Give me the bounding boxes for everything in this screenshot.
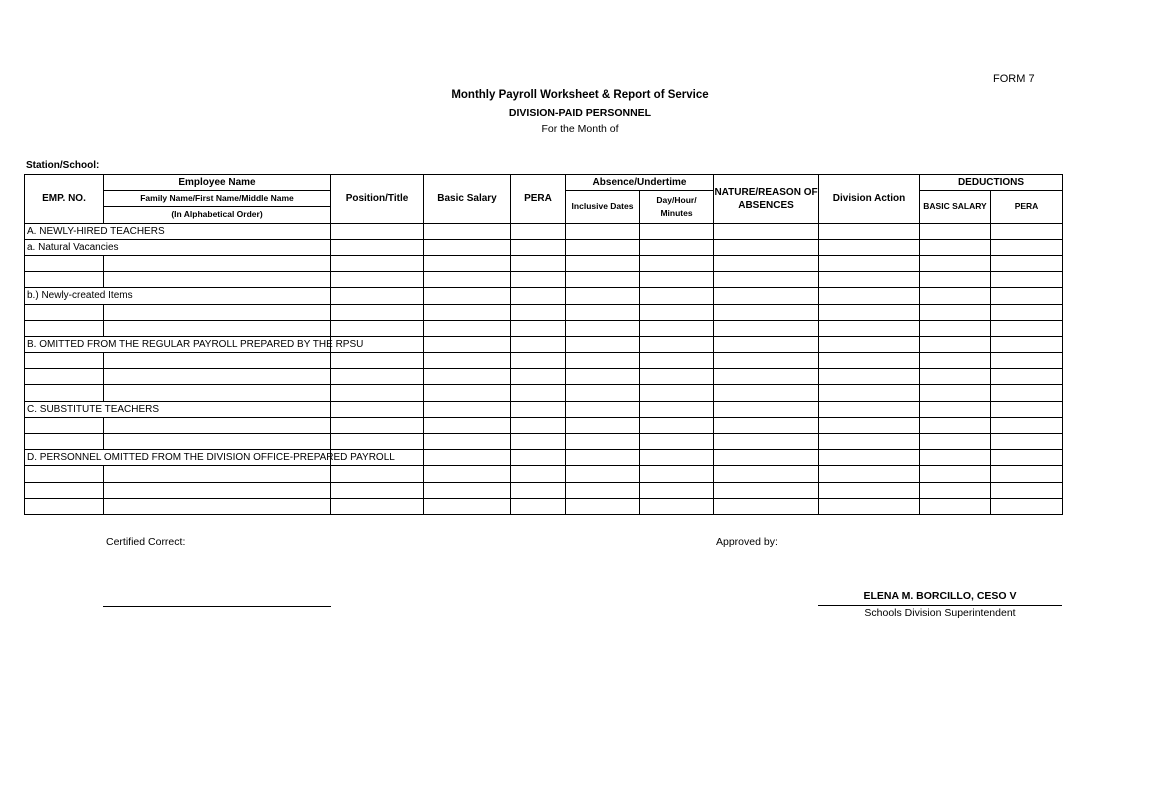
table-row — [25, 369, 1063, 385]
table-cell — [331, 482, 424, 498]
table-cell — [640, 336, 714, 352]
table-cell — [511, 353, 566, 369]
table-cell — [640, 401, 714, 417]
table-cell — [566, 385, 640, 401]
header-absence: Absence/Undertime — [566, 175, 714, 191]
table-cell — [920, 320, 991, 336]
table-cell — [991, 223, 1063, 239]
table-row — [25, 385, 1063, 401]
table-cell — [424, 239, 511, 255]
table-cell — [331, 401, 424, 417]
header-basic-salary: Basic Salary — [424, 175, 511, 224]
approver-signature-line — [818, 605, 1062, 606]
table-cell — [819, 336, 920, 352]
table-cell — [566, 320, 640, 336]
table-cell — [511, 498, 566, 514]
table-cell — [25, 353, 104, 369]
section-row — [25, 223, 1063, 239]
table-cell — [104, 482, 331, 498]
table-cell — [640, 255, 714, 271]
table-cell — [640, 450, 714, 466]
table-cell — [714, 320, 819, 336]
table-row — [25, 466, 1063, 482]
table-cell — [566, 369, 640, 385]
table-cell — [511, 239, 566, 255]
table-cell — [424, 482, 511, 498]
table-cell — [331, 272, 424, 288]
table-body — [25, 223, 1063, 514]
table-cell — [331, 320, 424, 336]
table-cell — [424, 401, 511, 417]
certifier-signature-line — [103, 606, 331, 607]
table-cell — [714, 369, 819, 385]
table-cell — [640, 304, 714, 320]
table-cell — [640, 288, 714, 304]
header-deductions: DEDUCTIONS — [920, 175, 1063, 191]
table-cell — [991, 369, 1063, 385]
table-cell — [511, 450, 566, 466]
table-row — [25, 272, 1063, 288]
table-cell — [566, 482, 640, 498]
section-row — [25, 401, 1063, 417]
section-label: C. SUBSTITUTE TEACHERS — [25, 401, 331, 417]
certified-correct-label: Certified Correct: — [106, 536, 186, 548]
header-division-action: Division Action — [819, 175, 920, 224]
table-cell — [25, 466, 104, 482]
table-cell — [714, 353, 819, 369]
header-row-1 — [25, 175, 1063, 191]
table-cell — [104, 466, 331, 482]
table-cell — [511, 401, 566, 417]
table-cell — [819, 288, 920, 304]
table-cell — [920, 385, 991, 401]
table-cell — [104, 255, 331, 271]
table-cell — [566, 353, 640, 369]
table-cell — [25, 320, 104, 336]
table-cell — [566, 304, 640, 320]
table-cell — [819, 498, 920, 514]
table-cell — [920, 336, 991, 352]
table-cell — [819, 304, 920, 320]
table-cell — [991, 255, 1063, 271]
table-cell — [819, 353, 920, 369]
table-cell — [640, 353, 714, 369]
approved-by-label: Approved by: — [716, 536, 778, 548]
table-cell — [640, 385, 714, 401]
table-cell — [920, 304, 991, 320]
table-cell — [640, 466, 714, 482]
table-cell — [714, 385, 819, 401]
table-cell — [991, 466, 1063, 482]
page-title: Monthly Payroll Worksheet & Report of Service — [451, 89, 709, 101]
table-cell — [424, 369, 511, 385]
section-label: B. OMITTED FROM THE REGULAR PAYROLL PREPARED BY THE RPSU — [25, 336, 331, 352]
table-cell — [566, 239, 640, 255]
section-label: A. NEWLY-HIRED TEACHERS — [25, 223, 331, 239]
table-cell — [714, 239, 819, 255]
table-cell — [991, 288, 1063, 304]
table-cell — [920, 417, 991, 433]
table-row — [25, 255, 1063, 271]
table-cell — [566, 336, 640, 352]
table-cell — [819, 434, 920, 450]
table-cell — [511, 466, 566, 482]
table-cell — [424, 272, 511, 288]
table-cell — [566, 466, 640, 482]
table-cell — [714, 304, 819, 320]
table-cell — [640, 482, 714, 498]
section-row — [25, 239, 1063, 255]
table-cell — [640, 434, 714, 450]
table-cell — [424, 353, 511, 369]
table-cell — [991, 239, 1063, 255]
table-cell — [566, 288, 640, 304]
table-cell — [566, 498, 640, 514]
table-cell — [920, 401, 991, 417]
table-cell — [640, 239, 714, 255]
page-subtitle: DIVISION-PAID PERSONNEL — [508, 107, 652, 119]
table-cell — [991, 336, 1063, 352]
table-cell — [424, 336, 511, 352]
table-cell — [566, 272, 640, 288]
table-cell — [331, 288, 424, 304]
table-row — [25, 417, 1063, 433]
table-cell — [640, 417, 714, 433]
table-cell — [819, 369, 920, 385]
table-cell — [424, 450, 511, 466]
header-name-format: Family Name/First Name/Middle Name — [104, 191, 331, 207]
table-cell — [991, 353, 1063, 369]
approver-name: ELENA M. BORCILLO, CESO V — [863, 590, 1017, 602]
table-cell — [25, 304, 104, 320]
table-cell — [511, 320, 566, 336]
table-cell — [920, 466, 991, 482]
table-cell — [566, 417, 640, 433]
table-cell — [104, 417, 331, 433]
header-employee-name: Employee Name — [104, 175, 331, 191]
table-cell — [104, 434, 331, 450]
table-cell — [991, 498, 1063, 514]
table-cell — [640, 223, 714, 239]
table-cell — [991, 417, 1063, 433]
table-cell — [920, 353, 991, 369]
table-cell — [104, 369, 331, 385]
table-cell — [920, 450, 991, 466]
table-cell — [714, 401, 819, 417]
table-cell — [511, 223, 566, 239]
table-cell — [331, 255, 424, 271]
table-cell — [331, 239, 424, 255]
table-cell — [25, 369, 104, 385]
table-cell — [104, 385, 331, 401]
table-cell — [511, 369, 566, 385]
table-cell — [511, 434, 566, 450]
table-cell — [920, 369, 991, 385]
table-cell — [819, 272, 920, 288]
table-cell — [819, 385, 920, 401]
table-cell — [511, 336, 566, 352]
table-cell — [511, 417, 566, 433]
station-label: Station/School: — [26, 160, 100, 171]
table-cell — [991, 304, 1063, 320]
table-cell — [991, 385, 1063, 401]
section-row — [25, 336, 1063, 352]
table-cell — [991, 272, 1063, 288]
table-cell — [566, 450, 640, 466]
table-cell — [640, 320, 714, 336]
table-row — [25, 304, 1063, 320]
table-cell — [511, 385, 566, 401]
table-cell — [331, 417, 424, 433]
table-cell — [991, 434, 1063, 450]
table-cell — [920, 272, 991, 288]
table-cell — [714, 288, 819, 304]
header-position: Position/Title — [331, 175, 424, 224]
table-cell — [714, 255, 819, 271]
table-cell — [920, 482, 991, 498]
table-row — [25, 498, 1063, 514]
table-row — [25, 320, 1063, 336]
table-cell — [25, 385, 104, 401]
table-cell — [511, 304, 566, 320]
section-row — [25, 450, 1063, 466]
table-cell — [566, 401, 640, 417]
table-cell — [819, 450, 920, 466]
table-cell — [424, 255, 511, 271]
table-cell — [331, 304, 424, 320]
table-row — [25, 353, 1063, 369]
table-cell — [424, 466, 511, 482]
table-cell — [25, 417, 104, 433]
header-day-hour-minutes: Day/Hour/ Minutes — [640, 191, 714, 223]
table-cell — [331, 223, 424, 239]
table-cell — [331, 434, 424, 450]
table-cell — [566, 434, 640, 450]
table-cell — [25, 434, 104, 450]
table-cell — [640, 369, 714, 385]
table-cell — [920, 239, 991, 255]
table-cell — [104, 304, 331, 320]
table-cell — [331, 353, 424, 369]
table-cell — [424, 498, 511, 514]
table-cell — [424, 223, 511, 239]
table-cell — [424, 288, 511, 304]
table-cell — [25, 482, 104, 498]
approver-title: Schools Division Superintendent — [864, 607, 1016, 619]
table-cell — [424, 385, 511, 401]
table-cell — [104, 353, 331, 369]
table-cell — [920, 223, 991, 239]
table-cell — [424, 417, 511, 433]
table-cell — [714, 466, 819, 482]
table-cell — [424, 434, 511, 450]
table-cell — [819, 239, 920, 255]
header-alpha-order: (In Alphabetical Order) — [104, 207, 331, 223]
table-cell — [714, 482, 819, 498]
table-cell — [714, 336, 819, 352]
table-cell — [991, 450, 1063, 466]
table-cell — [25, 498, 104, 514]
table-cell — [714, 223, 819, 239]
table-cell — [511, 255, 566, 271]
table-cell — [819, 466, 920, 482]
table-cell — [331, 369, 424, 385]
table-cell — [714, 417, 819, 433]
table-cell — [714, 450, 819, 466]
table-cell — [714, 272, 819, 288]
table-cell — [714, 498, 819, 514]
header-ded-pera: PERA — [991, 191, 1063, 223]
table-cell — [819, 417, 920, 433]
table-cell — [566, 223, 640, 239]
table-cell — [819, 320, 920, 336]
section-label: b.) Newly-created Items — [25, 288, 331, 304]
table-cell — [424, 320, 511, 336]
table-cell — [424, 304, 511, 320]
month-label: For the Month of — [541, 123, 619, 135]
table-cell — [25, 272, 104, 288]
header-ded-basic-salary: BASIC SALARY — [920, 191, 991, 223]
table-cell — [920, 498, 991, 514]
table-cell — [920, 434, 991, 450]
table-cell — [920, 255, 991, 271]
table-cell — [511, 288, 566, 304]
table-cell — [104, 272, 331, 288]
form-number: FORM 7 — [993, 73, 1035, 85]
table-cell — [566, 255, 640, 271]
table-cell — [104, 320, 331, 336]
table-row — [25, 434, 1063, 450]
table-cell — [331, 498, 424, 514]
table-cell — [920, 288, 991, 304]
table-cell — [819, 255, 920, 271]
header-emp-no: EMP. NO. — [25, 175, 104, 224]
header-pera: PERA — [511, 175, 566, 224]
table-cell — [331, 466, 424, 482]
table-cell — [25, 255, 104, 271]
table-cell — [640, 498, 714, 514]
table-cell — [991, 320, 1063, 336]
table-cell — [991, 482, 1063, 498]
header-inclusive-dates: Inclusive Dates — [566, 191, 640, 223]
table-cell — [511, 272, 566, 288]
table-cell — [991, 401, 1063, 417]
table-row — [25, 482, 1063, 498]
payroll-table — [24, 174, 1063, 515]
table-cell — [331, 385, 424, 401]
table-cell — [819, 482, 920, 498]
section-label: a. Natural Vacancies — [25, 239, 331, 255]
table-cell — [640, 272, 714, 288]
table-cell — [104, 498, 331, 514]
table-cell — [819, 401, 920, 417]
table-cell — [714, 434, 819, 450]
section-row — [25, 288, 1063, 304]
table-cell — [511, 482, 566, 498]
section-label: D. PERSONNEL OMITTED FROM THE DIVISION OFFICE-PREPARED PAYROLL — [25, 450, 331, 466]
table-cell — [819, 223, 920, 239]
header-nature-reason: NATURE/REASON OF ABSENCES — [714, 175, 819, 224]
